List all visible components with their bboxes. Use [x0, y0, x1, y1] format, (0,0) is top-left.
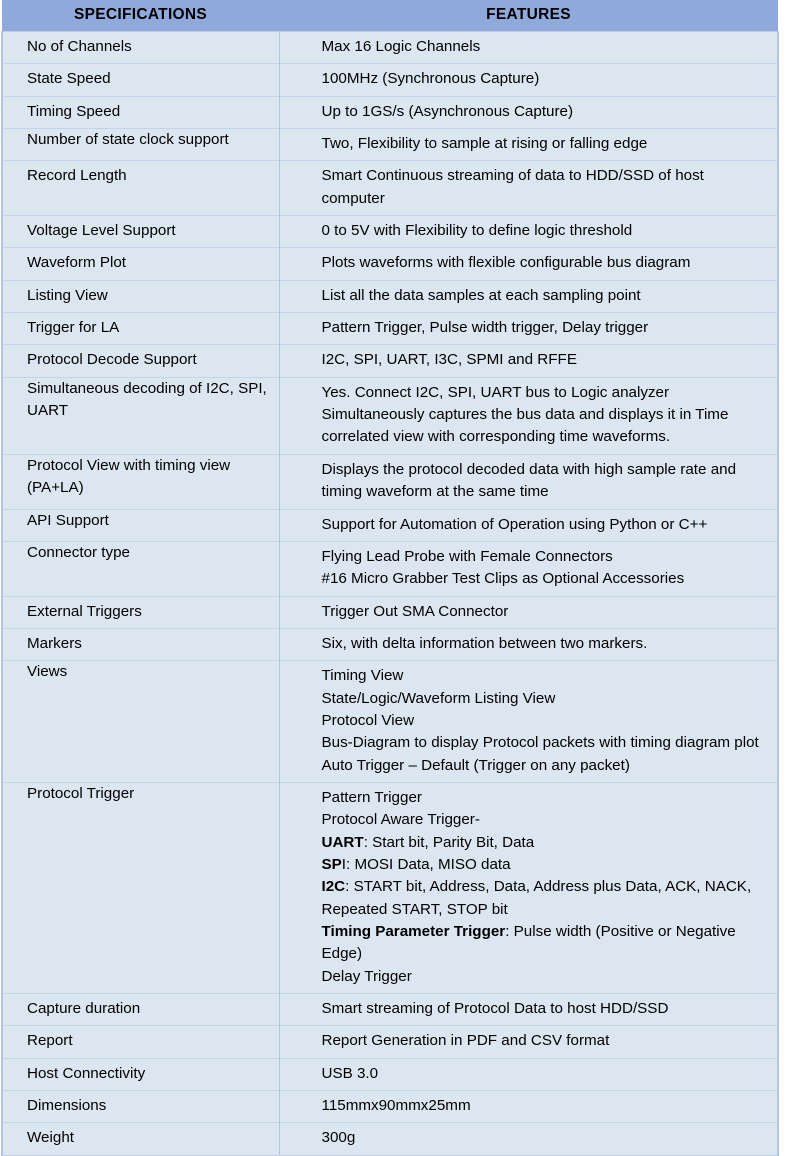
spec-cell	[2, 1058, 279, 1090]
spec-label: Protocol View with timing view (PA+LA)	[27, 456, 231, 497]
feature-cell	[279, 280, 778, 312]
feature-text: 0 to 5V with Flexibility to define logic threshold	[321, 222, 633, 240]
feature-text: Max 16 Logic Channels	[321, 38, 481, 55]
spec-cell	[2, 509, 279, 541]
table-row	[2, 280, 778, 312]
table-row	[2, 454, 778, 509]
feature-cell	[279, 596, 778, 628]
feature-cell	[279, 161, 778, 216]
table-row	[2, 64, 778, 96]
table-header-row	[2, 0, 778, 32]
spec-label: Listing View	[27, 286, 108, 304]
spec-cell	[2, 313, 279, 345]
spec-cell	[2, 96, 279, 128]
feature-cell	[279, 1026, 778, 1058]
feature-line-text: : START bit, Address, Data, Address plus Data, ACK, NACK, Repeated START, STOP bit	[321, 878, 752, 918]
spec-cell	[2, 994, 279, 1026]
feature-cell	[279, 661, 778, 783]
spec-label: Trigger for LA	[27, 319, 120, 337]
feature-line: State/Logic/Waveform Listing View	[321, 689, 556, 707]
table-header	[2, 0, 778, 32]
spec-cell	[2, 377, 279, 454]
spec-label: Report	[27, 1032, 73, 1050]
feature-cell	[279, 509, 778, 541]
table-row	[2, 345, 778, 377]
feature-cell	[279, 248, 778, 280]
spec-label: No of Channels	[27, 38, 132, 55]
table-row	[2, 596, 778, 628]
feature-cell	[279, 994, 778, 1026]
spec-cell	[2, 782, 279, 993]
feature-text: Yes. Connect I2C, SPI, UART bus to Logic analyzer Simultaneously captures the bus data and displays it in Time correlated view with corresponding time waveforms.	[321, 383, 729, 446]
feature-line	[322, 832, 768, 854]
spec-label: Capture duration	[27, 1000, 141, 1018]
spec-label: External Triggers	[27, 602, 142, 620]
spec-label: Record Length	[27, 167, 127, 185]
spec-label: Timing Speed	[27, 102, 121, 120]
spec-label: API Support	[27, 511, 109, 529]
spec-label: Connector type	[27, 543, 130, 561]
table-body	[2, 32, 778, 1156]
feature-cell	[279, 628, 778, 660]
table-row	[2, 1091, 778, 1123]
feature-text: List all the data samples at each sampling point	[321, 286, 641, 304]
spec-label: Dimensions	[27, 1097, 107, 1115]
feature-line-text: Delay Trigger	[321, 967, 412, 985]
spec-cell	[2, 248, 279, 280]
feature-line-emphasis: Timing Parameter Trigger	[321, 923, 506, 940]
feature-line: Timing View	[321, 667, 404, 685]
feature-text: Trigger Out SMA Connector	[321, 602, 509, 620]
table-row	[2, 96, 778, 128]
spec-cell	[2, 661, 279, 783]
feature-line-text: Protocol Aware Trigger-	[321, 811, 480, 829]
feature-text: USB 3.0	[321, 1064, 379, 1082]
table-row	[2, 661, 778, 783]
spec-label: Protocol Trigger	[27, 784, 135, 802]
feature-text: 300g	[321, 1129, 356, 1147]
feature-line-text: Pattern Trigger	[321, 788, 422, 806]
spec-label: State Speed	[27, 70, 111, 88]
spec-cell	[2, 64, 279, 96]
spec-label: Voltage Level Support	[27, 222, 176, 240]
spec-cell	[2, 1091, 279, 1123]
feature-line	[322, 966, 768, 988]
feature-line-emphasis: UART	[321, 833, 364, 851]
feature-cell	[279, 345, 778, 377]
spec-label: Waveform Plot	[27, 254, 127, 272]
feature-line-emphasis-tail: I	[341, 855, 346, 873]
feature-text: I2C, SPI, UART, I3C, SPMI and RFFE	[321, 351, 577, 369]
spec-cell	[2, 541, 279, 596]
feature-line-text: : MOSI Data, MISO data	[346, 855, 511, 873]
spec-label: Markers	[27, 634, 82, 652]
spec-label: Protocol Decode Support	[27, 351, 197, 369]
table-row	[2, 129, 778, 161]
feature-cell	[279, 129, 778, 161]
feature-line	[322, 854, 768, 876]
feature-line: #16 Micro Grabber Test Clips as Optional Accessories	[321, 570, 685, 588]
feature-text: Displays the protocol decoded data with high sample rate and timing waveform at the same time	[321, 460, 737, 501]
column-header-features: FEATURES	[486, 6, 571, 23]
table-row	[2, 1058, 778, 1090]
table-row	[2, 32, 778, 64]
feature-text: Smart streaming of Protocol Data to host HDD/SSD	[321, 1000, 669, 1018]
feature-text: Smart Continuous streaming of data to HDD/SSD of host computer	[321, 167, 704, 207]
feature-line-text: : Start bit, Parity Bit, Data	[363, 833, 535, 851]
feature-line-emphasis: I2C	[321, 878, 346, 896]
spec-cell	[2, 1123, 279, 1155]
table-row	[2, 216, 778, 248]
spec-cell	[2, 454, 279, 509]
feature-line	[322, 787, 768, 809]
feature-text: Plots waveforms with flexible configurable bus diagram	[321, 254, 691, 272]
feature-text: Six, with delta information between two markers.	[321, 634, 648, 652]
table-row	[2, 994, 778, 1026]
feature-line: Protocol View	[321, 711, 415, 729]
feature-cell	[279, 313, 778, 345]
specifications-table	[1, 0, 779, 1156]
spec-cell	[2, 596, 279, 628]
table-row	[2, 782, 778, 993]
feature-cell	[279, 782, 778, 993]
feature-cell	[279, 1058, 778, 1090]
feature-line	[322, 809, 768, 831]
feature-cell	[279, 454, 778, 509]
spec-label: Host Connectivity	[27, 1064, 146, 1082]
feature-cell	[279, 541, 778, 596]
feature-cell	[279, 64, 778, 96]
feature-cell	[279, 96, 778, 128]
column-header-specifications: SPECIFICATIONS	[73, 6, 208, 23]
spec-label: Views	[27, 663, 68, 681]
spec-label: Number of state clock support	[27, 131, 229, 149]
table-row	[2, 377, 778, 454]
feature-cell	[279, 32, 778, 64]
table-row	[2, 161, 778, 216]
table-row	[2, 628, 778, 660]
table-row	[2, 1123, 778, 1155]
feature-cell	[279, 216, 778, 248]
spec-cell	[2, 161, 279, 216]
table-row	[2, 1026, 778, 1058]
spec-cell	[2, 32, 279, 64]
feature-text: Two, Flexibility to sample at rising or falling edge	[321, 135, 648, 153]
spec-cell	[2, 216, 279, 248]
feature-line: Bus-Diagram to display Protocol packets with timing diagram plot Auto Trigger – Default (Trigger on any packet)	[321, 734, 759, 774]
table-row	[2, 248, 778, 280]
spec-label: Weight	[27, 1129, 74, 1147]
feature-text: 115mmx90mmx25mm	[321, 1097, 471, 1115]
table-row	[2, 541, 778, 596]
table-row	[2, 509, 778, 541]
spec-cell	[2, 1026, 279, 1058]
feature-cell	[279, 377, 778, 454]
feature-line	[322, 876, 768, 921]
spec-cell	[2, 129, 279, 161]
feature-cell	[279, 1091, 778, 1123]
table-row	[2, 313, 778, 345]
feature-line-text: : Pulse width (Positive or Negative Edge)	[321, 923, 736, 963]
feature-text: Pattern Trigger, Pulse width trigger, Delay trigger	[321, 319, 649, 337]
feature-text: Report Generation in PDF and CSV format	[321, 1032, 610, 1050]
feature-line: Flying Lead Probe with Female Connectors	[321, 547, 613, 565]
feature-line	[322, 921, 768, 966]
feature-text: 100MHz (Synchronous Capture)	[321, 70, 540, 88]
feature-line-emphasis: SP	[321, 855, 342, 873]
feature-text: Support for Automation of Operation using Python or C++	[321, 515, 708, 533]
spec-cell	[2, 628, 279, 660]
feature-text: Up to 1GS/s (Asynchronous Capture)	[321, 102, 574, 120]
spec-cell	[2, 345, 279, 377]
feature-cell	[279, 1123, 778, 1155]
spec-label: Simultaneous decoding of I2C, SPI, UART	[27, 379, 267, 420]
spec-cell	[2, 280, 279, 312]
